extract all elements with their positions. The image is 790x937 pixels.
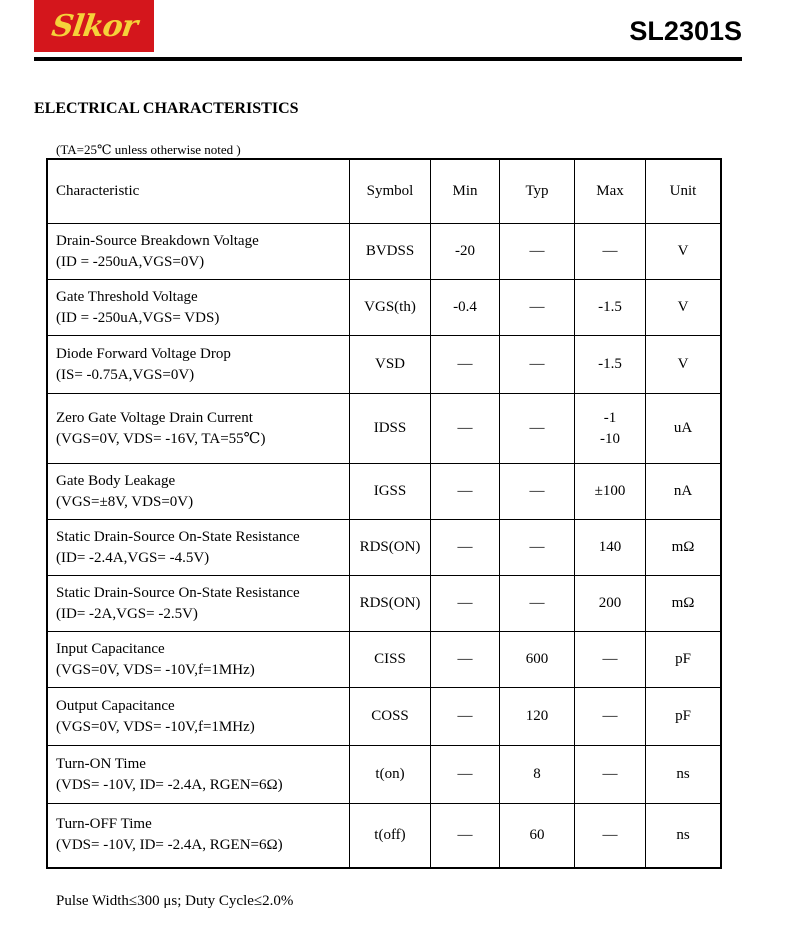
min-cell-value: — [457, 595, 473, 611]
max-cell [575, 336, 646, 394]
parameter-cell [47, 576, 350, 632]
test-condition: (VGS=0V, VDS= -10V,f=1MHz) [56, 661, 255, 678]
test-condition: (ID = -250uA,VGS= VDS) [56, 309, 220, 326]
parameter-cell [47, 224, 350, 280]
symbol-cell-value: VSD [374, 356, 405, 372]
parameter-cell [47, 464, 350, 520]
test-condition: (VGS=0V, VDS= -16V, TA=55℃) [56, 430, 266, 447]
table-header-row [47, 159, 721, 224]
max-cell [575, 394, 646, 464]
unit-cell [646, 520, 722, 576]
max-cell-value: — [602, 243, 618, 259]
unit-cell [646, 688, 722, 746]
typ-cell-value: 60 [529, 826, 545, 843]
max-cell [575, 746, 646, 804]
table-row [47, 280, 721, 336]
typ-cell [500, 224, 575, 280]
min-cell-value: — [457, 483, 473, 499]
parameter-name: Input Capacitance [56, 640, 165, 657]
parameter-name: Zero Gate Voltage Drain Current [56, 409, 253, 426]
unit-cell-value: ns [676, 826, 690, 843]
typ-cell-value: — [529, 243, 545, 259]
max-cell [575, 576, 646, 632]
typ-cell [500, 464, 575, 520]
section-title: ELECTRICAL CHARACTERISTICS [34, 100, 299, 117]
symbol-cell-value: t(off) [374, 826, 406, 843]
parameter-cell [47, 804, 350, 868]
electrical-characteristics-table [46, 158, 722, 869]
test-condition: (IS= -0.75A,VGS=0V) [56, 366, 195, 383]
symbol-cell [350, 804, 431, 868]
table-row [47, 336, 721, 394]
header-unit: Unit [646, 159, 722, 224]
parameter-cell [47, 688, 350, 746]
unit-cell-value: uA [673, 420, 693, 436]
company-logo [34, 0, 154, 52]
max-cell [575, 520, 646, 576]
parameter-name: Turn-ON Time [56, 755, 146, 772]
unit-cell-value: V [677, 243, 689, 259]
symbol-cell [350, 336, 431, 394]
min-cell-value: — [457, 356, 473, 372]
max-cell [575, 280, 646, 336]
test-condition: (VGS=±8V, VDS=0V) [56, 493, 194, 510]
symbol-cell [350, 280, 431, 336]
test-condition: (ID= -2.4A,VGS= -4.5V) [56, 549, 210, 566]
test-condition: (ID= -2A,VGS= -2.5V) [56, 605, 198, 622]
table-row [47, 576, 721, 632]
header-typ: Typ [500, 159, 575, 224]
typ-cell [500, 336, 575, 394]
table-row [47, 394, 721, 464]
parameter-cell [47, 632, 350, 688]
typ-cell-value: 600 [525, 651, 549, 667]
min-cell [431, 520, 500, 576]
typ-cell [500, 688, 575, 746]
max-cell-value: — [602, 708, 618, 724]
typ-cell-value: — [529, 299, 545, 315]
symbol-cell-value: t(on) [375, 766, 405, 782]
min-cell-value: — [457, 826, 473, 843]
min-cell [431, 464, 500, 520]
symbol-cell [350, 576, 431, 632]
typ-cell [500, 280, 575, 336]
table-row [47, 804, 721, 868]
min-cell [431, 394, 500, 464]
max-cell-value: -1.5 [598, 356, 622, 372]
typ-cell-value: 120 [525, 708, 549, 724]
unit-cell-value: mΩ [671, 595, 695, 611]
min-cell [431, 336, 500, 394]
min-cell [431, 224, 500, 280]
logo-text: Slkor [49, 8, 139, 44]
symbol-cell-value: IGSS [373, 483, 407, 499]
unit-cell [646, 394, 722, 464]
symbol-cell-value: CISS [374, 651, 406, 667]
typ-cell [500, 746, 575, 804]
parameter-cell [47, 280, 350, 336]
typ-cell [500, 804, 575, 868]
symbol-cell [350, 224, 431, 280]
parameter-cell [47, 336, 350, 394]
symbol-cell [350, 688, 431, 746]
symbol-cell [350, 746, 431, 804]
max-cell-value: — [602, 826, 618, 843]
min-cell-value: — [457, 539, 473, 555]
min-cell-value: — [457, 651, 473, 667]
test-condition: (VGS=0V, VDS= -10V,f=1MHz) [56, 718, 255, 735]
header-max: Max [575, 159, 646, 224]
unit-cell [646, 576, 722, 632]
table-row [47, 688, 721, 746]
symbol-cell [350, 520, 431, 576]
parameter-name: Gate Threshold Voltage [56, 288, 198, 305]
table-row [47, 464, 721, 520]
test-condition: (VDS= -10V, ID= -2.4A, RGEN=6Ω) [56, 837, 283, 854]
table-row [47, 224, 721, 280]
symbol-cell-value: COSS [371, 708, 409, 724]
min-cell [431, 280, 500, 336]
min-cell [431, 746, 500, 804]
symbol-cell [350, 632, 431, 688]
parameter-name: Static Drain-Source On-State Resistance [56, 528, 300, 545]
max-cell-value: — [602, 651, 618, 667]
part-number: SL2301S [629, 16, 742, 46]
unit-cell-value: V [677, 299, 689, 315]
unit-cell [646, 336, 722, 394]
unit-cell [646, 632, 722, 688]
unit-cell-value: mΩ [671, 539, 695, 555]
max-cell-value: -1 [603, 409, 617, 426]
parameter-name: Gate Body Leakage [56, 472, 176, 489]
unit-cell [646, 746, 722, 804]
min-cell [431, 576, 500, 632]
min-cell-value: — [457, 766, 473, 782]
unit-cell [646, 804, 722, 868]
typ-cell-value: — [529, 356, 545, 372]
header-symbol: Symbol [350, 159, 431, 224]
unit-cell [646, 224, 722, 280]
typ-cell [500, 520, 575, 576]
typ-cell [500, 632, 575, 688]
max-cell [575, 464, 646, 520]
min-cell-value: -0.4 [453, 299, 477, 315]
typ-cell [500, 394, 575, 464]
min-cell-value: -20 [455, 243, 475, 259]
max-cell [575, 688, 646, 746]
max-cell-value: — [602, 766, 618, 782]
max-cell-value: 140 [598, 539, 622, 555]
min-cell-value: — [457, 420, 473, 436]
min-cell [431, 804, 500, 868]
symbol-cell [350, 464, 431, 520]
unit-cell-value: ns [676, 766, 690, 782]
header-divider [34, 57, 742, 61]
typ-cell-value: — [529, 483, 545, 499]
unit-cell-value: pF [675, 708, 691, 724]
symbol-cell-value: RDS(ON) [359, 595, 421, 611]
table-body [47, 224, 721, 868]
parameter-cell [47, 394, 350, 464]
parameter-name: Diode Forward Voltage Drop [56, 345, 231, 362]
test-condition: (ID = -250uA,VGS=0V) [56, 253, 205, 270]
unit-cell-value: pF [675, 651, 691, 667]
symbol-cell [350, 394, 431, 464]
test-condition: (VDS= -10V, ID= -2.4A, RGEN=6Ω) [56, 776, 283, 793]
parameter-name: Output Capacitance [56, 697, 175, 714]
test-conditions: (TA=25℃ unless otherwise noted ) [56, 142, 241, 157]
unit-cell [646, 464, 722, 520]
symbol-cell-value: VGS(th) [364, 299, 416, 315]
pulse-footnote: Pulse Width≤300 μs; Duty Cycle≤2.0% [56, 893, 294, 909]
max-cell-value: -1.5 [598, 299, 622, 315]
table-row [47, 746, 721, 804]
unit-cell-value: V [677, 356, 689, 372]
max-cell-value-secondary: -10 [600, 430, 620, 447]
parameter-name: Turn-OFF Time [56, 816, 152, 833]
symbol-cell-value: IDSS [373, 420, 407, 436]
header-characteristic: Characteristic [47, 159, 350, 224]
table-row [47, 520, 721, 576]
unit-cell [646, 280, 722, 336]
max-cell [575, 804, 646, 868]
parameter-cell [47, 520, 350, 576]
table-row [47, 632, 721, 688]
min-cell [431, 632, 500, 688]
max-cell [575, 632, 646, 688]
parameter-name: Drain-Source Breakdown Voltage [56, 232, 259, 249]
typ-cell-value: 8 [533, 766, 541, 782]
typ-cell-value: — [529, 595, 545, 611]
symbol-cell-value: RDS(ON) [359, 539, 421, 555]
min-cell-value: — [457, 708, 473, 724]
symbol-cell-value: BVDSS [365, 243, 415, 259]
min-cell [431, 688, 500, 746]
max-cell-value: 200 [598, 595, 622, 611]
parameter-cell [47, 746, 350, 804]
unit-cell-value: nA [673, 483, 693, 499]
typ-cell [500, 576, 575, 632]
max-cell-value: ±100 [594, 483, 626, 499]
max-cell [575, 224, 646, 280]
header-min: Min [431, 159, 500, 224]
typ-cell-value: — [529, 539, 545, 555]
parameter-name: Static Drain-Source On-State Resistance [56, 584, 300, 601]
typ-cell-value: — [529, 420, 545, 436]
